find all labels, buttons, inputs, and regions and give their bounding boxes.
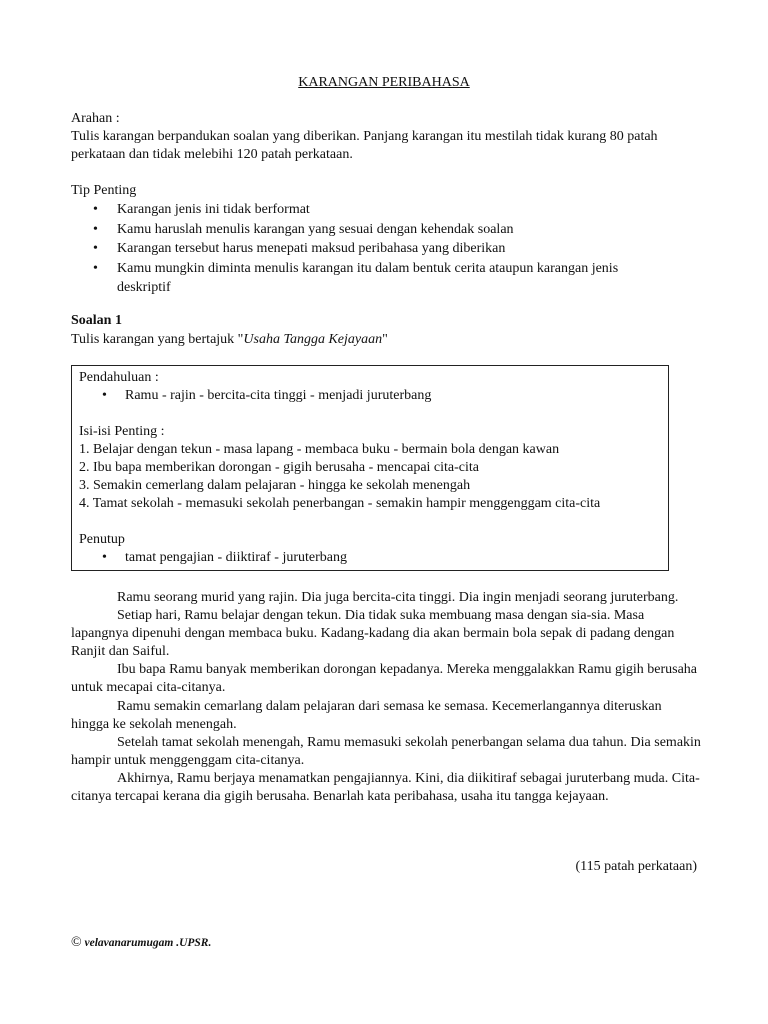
instructions-section — [71, 110, 691, 164]
outline-closing-label: Penutup — [79, 532, 125, 547]
outline-body-item: 4. Tamat sekolah - memasuki sekolah penerbangan - semakin hampir menggenggam cita-cita — [79, 496, 601, 511]
question-text — [71, 331, 388, 349]
outline-closing-list — [79, 549, 662, 567]
tip-item: • Kamu mungkin diminta menulis karangan itu dalam bentuk cerita ataupun karangan jenis deskriptif — [71, 259, 671, 298]
question-heading: Soalan 1 — [71, 313, 122, 328]
outline-intro-item: • Ramu - rajin - bercita-cita tinggi - menjadi juruterbang — [79, 387, 662, 405]
tips-heading: Tip Penting — [71, 183, 137, 198]
tips-list — [71, 200, 671, 298]
footer-text: velavanarumugam .UPSR. — [84, 937, 212, 949]
instructions-label: Arahan : — [71, 111, 120, 126]
outline-intro-label: Pendahuluan : — [79, 370, 159, 385]
outline-intro-list — [79, 387, 662, 405]
outline-body-item: 1. Belajar dengan tekun - masa lapang - membaca buku - bermain bola dengan kawan — [79, 442, 560, 457]
essay-paragraph: Akhirnya, Ramu berjaya menamatkan pengajiannya. Kini, dia diikitiraf sebagai juruterbang muda. Cita-citanya tercapai kerana dia gigih berusaha. Benarlah kata peribahasa, usaha itu tangga kejayaan. — [71, 770, 700, 805]
outline-closing-item: • tamat pengajian - diiktiraf - juruterbang — [79, 549, 662, 567]
copyright-symbol: © — [71, 935, 82, 950]
tip-item: • Kamu haruslah menulis karangan yang sesuai dengan kehendak soalan — [71, 220, 671, 240]
essay-paragraph: Setelah tamat sekolah menengah, Ramu memasuki sekolah penerbangan selama dua tahun. Dia semakin hampir untuk menggenggam cita-citanya. — [71, 734, 701, 768]
footer-credit — [71, 934, 211, 952]
word-count: (115 patah perkataan) — [575, 859, 697, 874]
essay-paragraph: Ramu semakin cemarlang dalam pelajaran dari semasa ke semasa. Kecemerlangannya diteruskan hingga ke sekolah menengah. — [71, 698, 662, 732]
essay-paragraph: Ramu seorang murid yang rajin. Dia juga bercita-cita tinggi. Dia ingin menjadi seorang juruterbang. — [117, 590, 679, 605]
question-suffix: " — [382, 332, 388, 347]
outline-body-label: Isi-isi Penting : — [79, 424, 165, 439]
document-title: KARANGAN PERIBAHASA — [298, 75, 470, 90]
tip-item: • Karangan tersebut harus menepati maksud peribahasa yang diberikan — [71, 239, 671, 259]
instructions-text: Tulis karangan berpandukan soalan yang diberikan. Panjang karangan itu mestilah tidak kurang 80 patah perkataan dan tidak melebihi 120 patah perkataan. — [71, 129, 658, 162]
question-prefix: Tulis karangan yang bertajuk " — [71, 332, 244, 347]
outline-body-item: 2. Ibu bapa memberikan dorongan - gigih berusaha - mencapai cita-cita — [79, 460, 480, 475]
outline-box — [71, 365, 669, 571]
essay-paragraph: Setiap hari, Ramu belajar dengan tekun. Dia tidak suka membuang masa dengan sia-sia. Masa lapangnya dipenuhi dengan membaca buku. Kadang-kadang dia akan bermain bola sepak di padang dengan Ranjit dan Saiful. — [71, 608, 675, 660]
essay-paragraph: Ibu bapa Ramu banyak memberikan dorongan kepadanya. Mereka menggalakkan Ramu gigih berusaha untuk mecapai cita-citanya. — [71, 662, 698, 696]
tip-item: • Karangan jenis ini tidak berformat — [71, 200, 671, 220]
essay-body — [71, 589, 703, 806]
outline-body-item: 3. Semakin cemerlang dalam pelajaran - hingga ke sekolah menengah — [79, 478, 471, 493]
question-topic: Usaha Tangga Kejayaan — [243, 332, 383, 347]
